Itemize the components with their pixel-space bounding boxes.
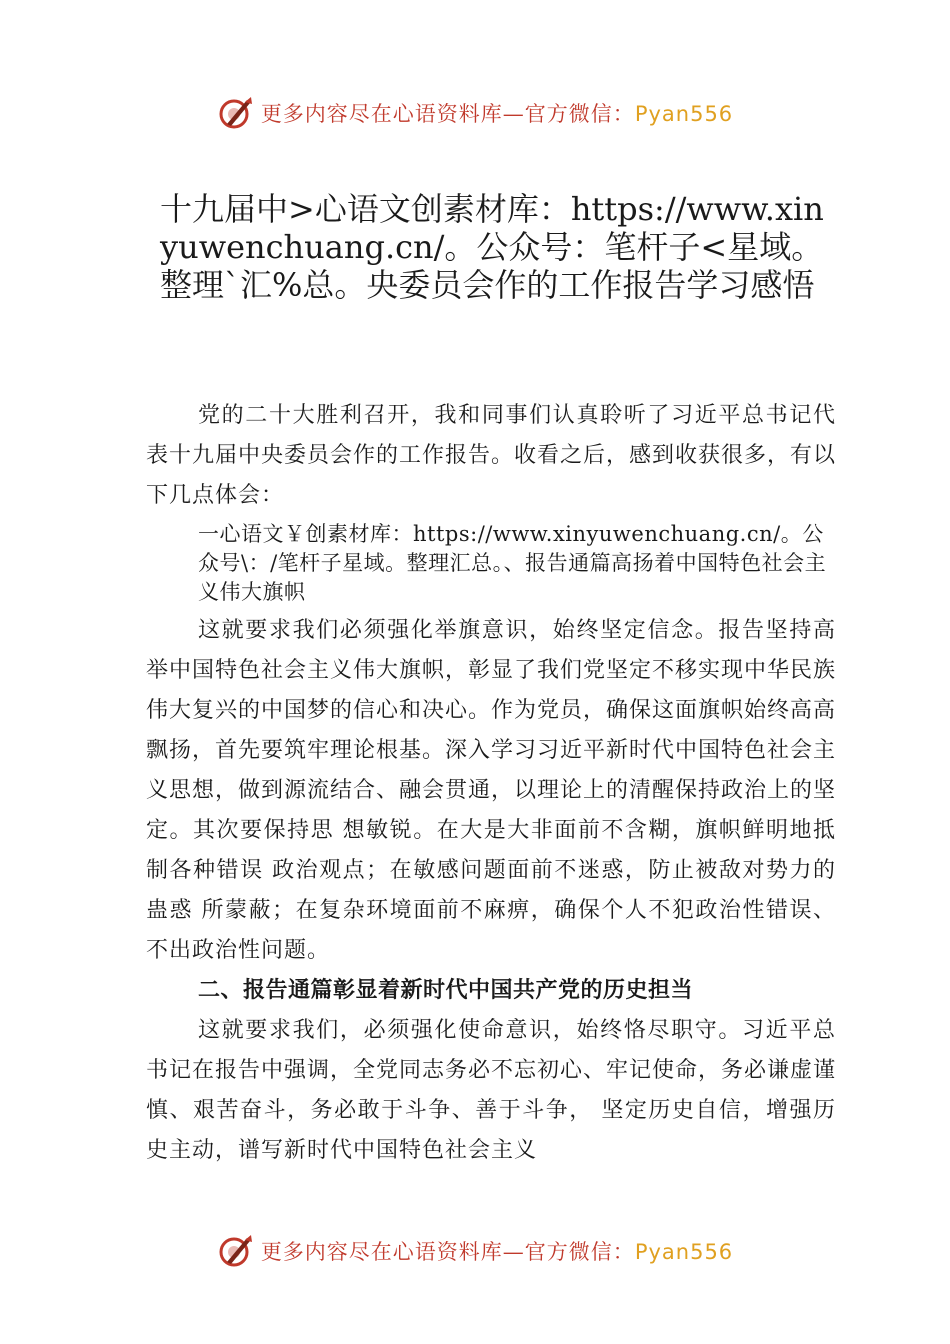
document-title: 十九届中>心语文创素材库：https://www.xinyuwenchuang.cn/。公众号：笔杆子<星域。整理`汇%总。央委员会作的工作报告学习感悟 bbox=[160, 190, 824, 304]
paragraph-mission: 这就要求我们，必须强化使命意识，始终恪尽职守。习近平总书记在报告中强调，全党同志务必不忘初心、牢记使命，务必谦虚谨慎、艰苦奋斗，务必敢于斗争、善于斗争， 坚定历史自信，增强历史主动，谱写新时代中国特色社会主义 bbox=[146, 1018, 837, 1163]
wechat-id: Pyan556 bbox=[634, 1240, 734, 1264]
header-banner bbox=[0, 94, 950, 132]
footer-banner bbox=[0, 1232, 950, 1270]
banner-text: 更多内容尽在心语资料库—官方微信：Pyan556 bbox=[260, 1240, 734, 1264]
banner-text: 更多内容尽在心语资料库—官方微信：Pyan556 bbox=[260, 102, 734, 126]
quill-seal-icon bbox=[217, 1232, 255, 1270]
document-body bbox=[146, 396, 836, 1171]
inline-watermark-note: 一心语文￥创素材库：https://www.xinyuwenchuang.cn/。公众号\：/笔杆子星域。整理汇总。、报告通篇高扬着中国特色社会主义伟大旗帜 bbox=[198, 522, 827, 604]
wechat-id: Pyan556 bbox=[634, 102, 734, 126]
paragraph-intro: 党的二十大胜利召开，我和同事们认真聆听了习近平总书记代表十九届中央委员会作的工作报告。收看之后，感到收获很多，有以下几点体会： bbox=[146, 403, 837, 508]
quill-seal-icon bbox=[217, 94, 255, 132]
paragraph-flag: 这就要求我们必须强化举旗意识，始终坚定信念。报告坚持高举中国特色社会主义伟大旗帜，彰显了我们党坚定不移实现中华民族伟大复兴的中国梦的信心和决心。作为党员，确保这面旗帜始终高高飘扬，首先要筑牢理论根基。深入学习习近平新时代中国特色社会主义思想，做到源流结合、融会贯通，以理论上的清醒保持政治上的坚定。其次要保持思 想敏锐。在大是大非面前不含糊，旗帜鲜明地抵制各种错误 政治观点；在敏感问题面前不迷惑，防止被敌对势力的蛊惑 所蒙蔽；在复杂环境面前不麻痹，确保个人不犯政治性错误、不出政治性问题。 bbox=[146, 618, 837, 963]
section-heading-2: 二、报告通篇彰显着新时代中国共产党的历史担当 bbox=[198, 978, 694, 1003]
